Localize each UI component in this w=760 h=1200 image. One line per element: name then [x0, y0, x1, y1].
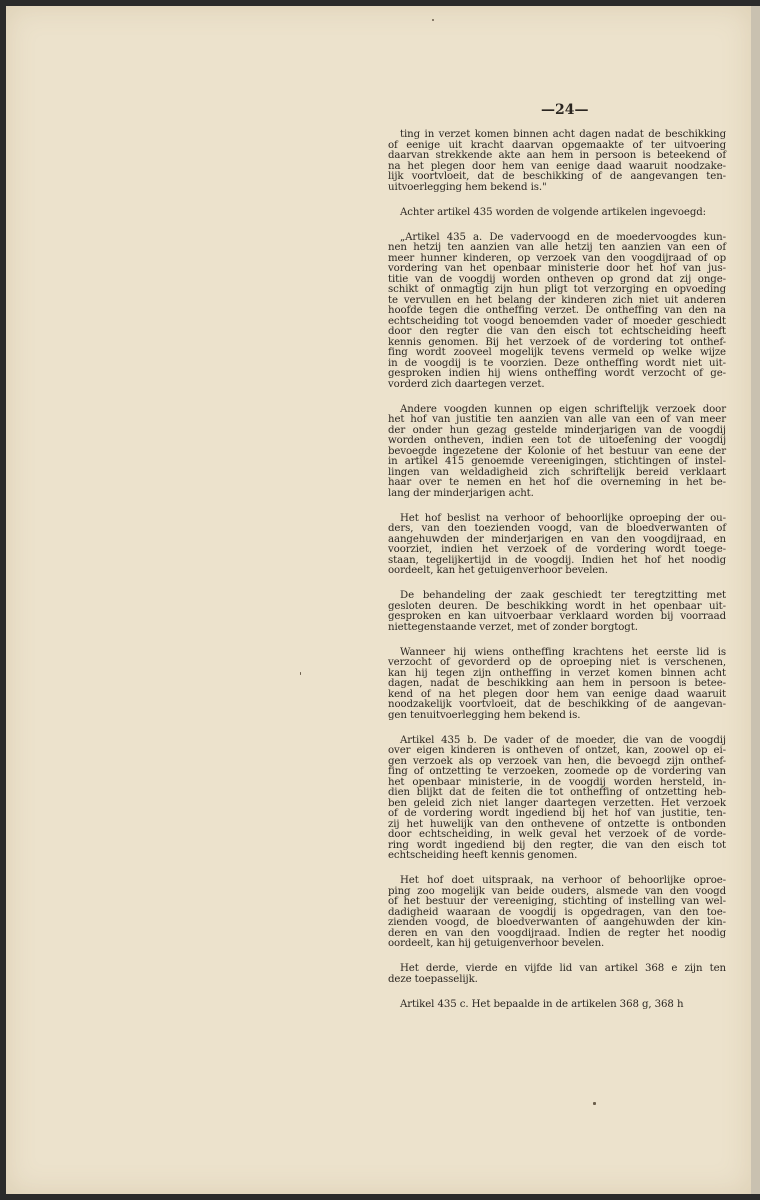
text-line: kan hij tegen zijn ontheffing in verzet komen binnen acht [388, 667, 726, 679]
text-line: ben geleid zich niet langer daartegen verzetten. Het verzoek [388, 797, 726, 809]
text-line: uitvoerlegging hem bekend is." [388, 181, 547, 193]
text-line: gesproken indien hij wiens ontheffing wordt verzocht of ge- [388, 368, 726, 379]
text-line: nen hetzij ten aanzien van alle hetzij ten aanzien van een of [388, 242, 726, 253]
text-line: vordering van het openbaar ministerie door het hof van jus- [388, 263, 726, 274]
paragraph [388, 208, 726, 219]
text-line: fing wordt zooveel mogelijk tevens vermeld op welke wijze [388, 347, 726, 358]
text-line: lingen van weldadigheid zich schriftelijk bereid verklaart [388, 466, 726, 478]
ink-speck [432, 19, 434, 21]
paragraph [388, 1000, 726, 1011]
text-line: Het hof beslist na verhoor of behoorlijke oproeping der ou- [400, 512, 726, 524]
text-line: staan, tegelijkertijd in de voogdij. Indien het hof het noodig [388, 554, 726, 566]
paragraph [388, 233, 726, 391]
text-line: Wanneer hij wiens ontheffing krachtens het eerste lid is [400, 646, 726, 658]
page-number: —24— [541, 102, 589, 118]
text-line: gesloten deuren. De beschikking wordt in het openbaar uit- [388, 600, 726, 612]
text-line: dien blijkt dat de feiten die tot ontheffing of ontzetting heb- [388, 787, 726, 798]
text-line: lang der minderjarigen acht. [388, 487, 534, 499]
text-line: Het derde, vierde en vijfde lid van artikel 368 e zijn ten [400, 963, 726, 974]
ink-speck [593, 1102, 596, 1105]
text-line: gen tenuitvoerlegging hem bekend is. [388, 709, 581, 721]
text-line: niettegenstaande verzet, met of zonder borgtogt. [388, 621, 638, 633]
text-line: ting in verzet komen binnen acht dagen nadat de beschikking [400, 129, 726, 140]
text-line: deze toepasselijk. [388, 973, 478, 985]
text-line: hoofde tegen die ontheffing verzet. De ontheffing van den na [388, 305, 726, 316]
text-line: ring wordt ingediend bij den regter, die van den eisch tot [388, 839, 726, 851]
text-line: Achter artikel 435 worden de volgende artikelen ingevoegd: [400, 206, 706, 218]
text-line: Het hof doet uitspraak, na verhoor of behoorlijke oproe- [400, 875, 726, 886]
text-column [388, 130, 726, 1025]
text-line: dadigheid waaraan de voogdij is opgedragen, van den toe- [388, 906, 726, 918]
text-line: ping zoo mogelijk van beide ouders, alsmede van den voogd [388, 885, 726, 897]
paragraph [388, 876, 726, 950]
text-line: bevoegde ingezetene der Kolonie of het bestuur van eene der [388, 445, 726, 457]
text-line: worden ontheven, indien een tot de uitoefening der voogdij [388, 435, 726, 446]
paragraph [388, 130, 726, 193]
text-line: in artikel 415 genoemde vereenigingen, stichtingen of instel- [388, 456, 726, 467]
text-line: „Artikel 435 a. De vadervoogd en de moedervoogdes kun- [400, 231, 726, 243]
text-line: meer hunner kinderen, op verzoek van den voogdijraad of op [388, 252, 726, 264]
text-line: door den regter die van den eisch tot echtscheiding heeft [388, 326, 726, 337]
text-line: aangehuwden der minderjarigen en van den voogdijraad, en [388, 533, 726, 545]
text-line: der onder hun gezag gestelde minderjarigen van de voogdij [388, 424, 726, 436]
text-line: zij het huwelijk van den onthevene of ontzette is ontbonden [388, 818, 726, 830]
text-line: gesproken en kan uitvoerbaar verklaard worden bij voorraad [388, 611, 726, 622]
text-line: deren en van den voogdijraad. Indien de regter het noodig [388, 927, 726, 939]
text-line: na het plegen door hem van eenige daad waaruit noodzake- [388, 160, 726, 172]
text-line: titie van de voogdij worden ontheven op grond dat zij onge- [388, 273, 726, 285]
text-line: schikt of onmagtig zijn hun pligt tot verzorging en opvoeding [388, 284, 726, 295]
text-line: of de vordering wordt ingediend bij het hof van justitie, ten- [388, 808, 726, 819]
text-line: oordeelt, kan hij getuigenverhoor bevelen. [388, 938, 605, 949]
page-edge [751, 6, 760, 1194]
text-line: haar over te nemen en het hof die overneming in het be- [388, 477, 726, 488]
paragraph [388, 514, 726, 577]
text-line: over eigen kinderen is ontheven of ontzet, kan, zoowel op ei- [388, 745, 726, 756]
paragraph [388, 405, 726, 500]
text-line: door echtscheiding, in welk geval het verzoek of de vorde- [388, 829, 726, 840]
text-line: voorziet, indien het verzoek of de vordering wordt toege- [388, 544, 726, 555]
text-line: echtscheiding tot voogd benoemden vader of moeder geschiedt [388, 315, 726, 327]
text-line: gen verzoek als op verzoek van hen, die bevoegd zijn onthef- [388, 755, 726, 767]
text-line: echtscheiding heeft kennis genomen. [388, 850, 578, 861]
text-line: te vervullen en het belang der kinderen zich niet uit anderen [388, 294, 726, 306]
paragraph [388, 648, 726, 722]
text-line: oordeelt, kan het getuigenverhoor bevelen. [388, 565, 608, 576]
text-line: of het bestuur der vereeniging, stichting of instelling van wel- [388, 896, 726, 907]
paragraph [388, 964, 726, 985]
paragraph [388, 736, 726, 862]
text-line: noodzakelijk voortvloeit, dat de beschikking of de aangevan- [388, 699, 726, 710]
text-line: Artikel 435 c. Het bepaalde in de artikelen 368 g, 368 h [400, 998, 684, 1010]
text-line: kend of na het plegen door hem van eenige daad waaruit [388, 688, 726, 700]
text-line: Andere voogden kunnen op eigen schriftelijk verzoek door [400, 403, 726, 415]
text-line: of eenige uit kracht daarvan opgemaakte of ter uitvoering [388, 139, 726, 151]
text-line: kennis genomen. Bij het verzoek of de vordering tot onthef- [388, 336, 726, 348]
text-line: daarvan strekkende akte aan hem in persoon is beteekend of [388, 150, 726, 161]
text-line: ders, van den toezienden voogd, van de bloedverwanten of [388, 523, 726, 534]
text-line: Artikel 435 b. De vader of de moeder, die van de voogdij [400, 734, 726, 746]
paragraph [388, 591, 726, 633]
text-line: verzocht of gevorderd op de oproeping niet is verschenen, [388, 657, 726, 668]
ink-speck [300, 672, 301, 675]
text-line: in de voogdij is te voorzien. Deze ontheffing wordt niet uit- [388, 357, 726, 369]
text-line: het hof van justitie ten aanzien van alle van een of van meer [388, 414, 726, 425]
text-line: lijk voortvloeit, dat de beschikking of de aangevangen ten- [388, 171, 726, 182]
text-line: dagen, nadat de beschikking aan hem in persoon is betee- [388, 678, 726, 689]
text-line: het openbaar ministerie, in de voogdij worden hersteld, in- [388, 776, 726, 788]
text-line: zienden voogd, de bloedverwanten of aangehuwden der kin- [388, 917, 726, 928]
text-line: fing of ontzetting te verzoeken, zoomede op de vordering van [388, 766, 726, 777]
text-line: De behandeling der zaak geschiedt ter teregtzitting met [400, 590, 726, 601]
text-line: vorderd zich daartegen verzet. [388, 378, 545, 390]
